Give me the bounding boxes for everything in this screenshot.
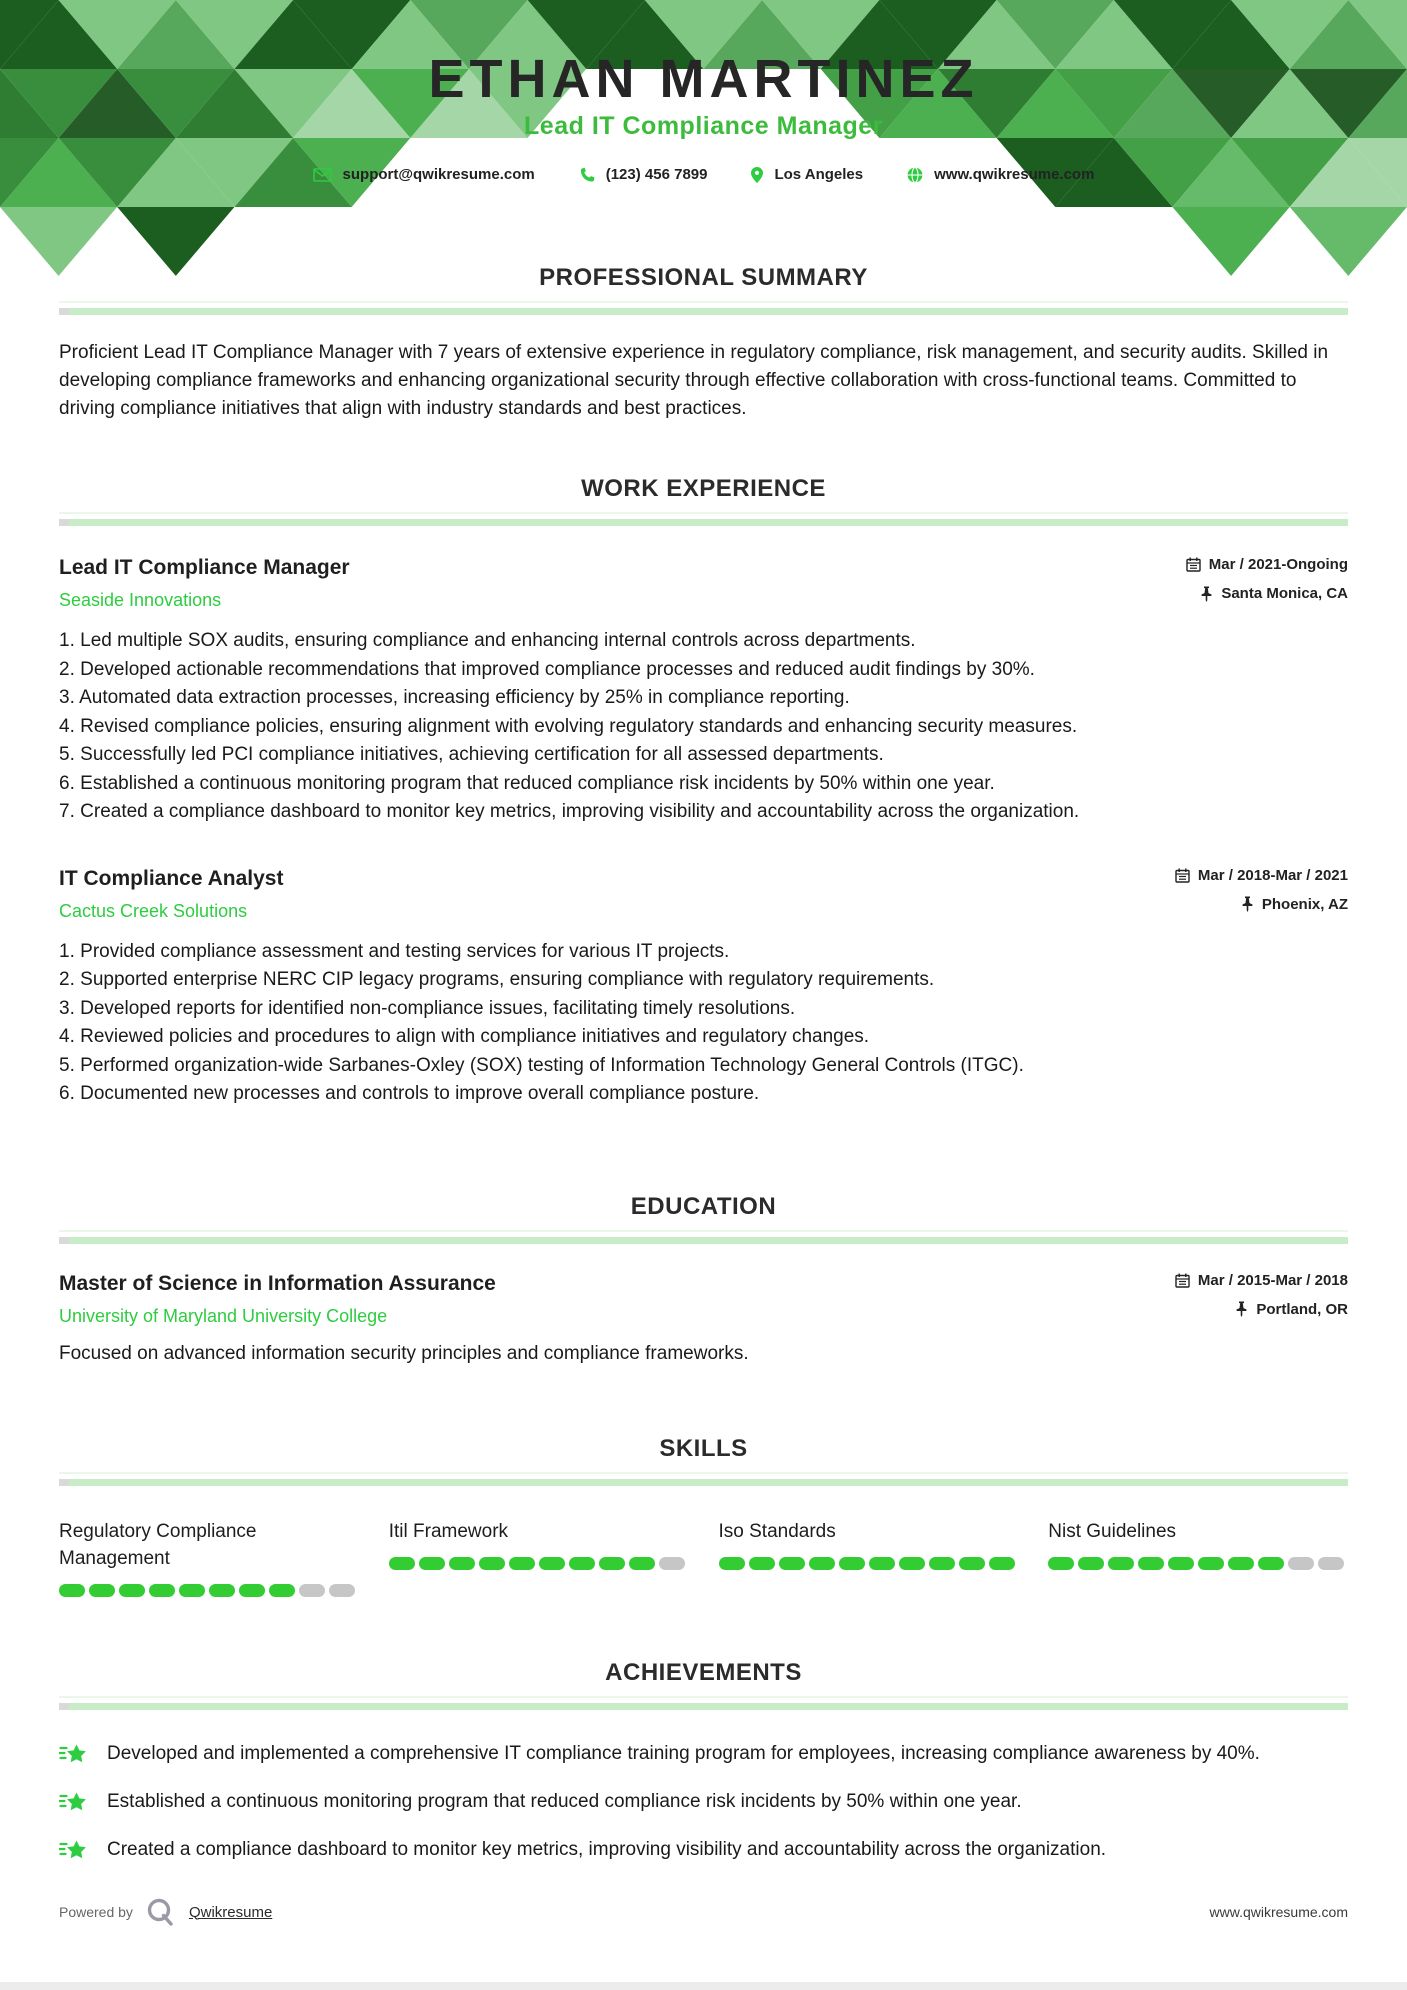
skill-segment [719,1557,745,1570]
skill-segment [1288,1557,1314,1570]
section-heading-achievements: ACHIEVEMENTS [605,1658,802,1686]
skill-segment [809,1557,835,1570]
contact-email[interactable] [313,166,535,183]
qwikresume-link[interactable]: Qwikresume [188,1903,273,1921]
degree-title: Master of Science in Information Assurance [59,1271,496,1295]
skill-segment [419,1557,445,1570]
job-bullet: Performed organization-wide Sarbanes-Oxley (SOX) testing of Information Technology General Controls (ITGC). [80,1054,1024,1076]
skill-segment [1198,1557,1224,1570]
skill-segment [449,1557,475,1570]
contact-row [0,166,1407,183]
achievement-text: Developed and implemented a comprehensive IT compliance training program for employees, increasing compliance awareness by 40%. [107,1742,1260,1764]
job-bullet: Automated data extraction processes, increasing efficiency by 25% in compliance reporting. [79,687,850,708]
skill-segment [749,1557,775,1570]
job-location [1186,585,1348,602]
job-bullet: Led multiple SOX audits, ensuring compliance and enhancing internal controls across departments. [80,630,916,651]
skill-segment [989,1557,1015,1570]
education-location [1175,1301,1348,1318]
skill-segment [1048,1557,1074,1570]
skill-item [719,1518,1019,1597]
job-bullet-list [59,938,1348,1109]
job-title: IT Compliance Analyst [59,866,284,890]
skill-segment [1168,1557,1194,1570]
skill-segment [1318,1557,1344,1570]
achievement-star-icon [59,1742,87,1768]
skill-segment [629,1557,655,1570]
job-entry [59,867,1348,1109]
pushpin-icon [1235,1301,1248,1317]
skill-segment [1108,1557,1134,1570]
skill-name: Regulatory Compliance Management [59,1520,257,1569]
calendar-icon [1175,868,1190,883]
resume-body [0,264,1407,1864]
skill-segment [899,1557,925,1570]
skill-segment [239,1584,265,1597]
skill-segment [89,1584,115,1597]
job-bullet: Developed reports for identified non-compliance issues, facilitating timely resolutions. [80,997,796,1019]
pushpin-icon [1200,586,1213,602]
person-job-title: Lead IT Compliance Manager [524,112,883,140]
skill-segment [599,1557,625,1570]
skills-grid [59,1518,1348,1597]
job-bullet: Established a continuous monitoring program that reduced compliance risk incidents by 50% within one year. [80,772,995,794]
skill-segment [779,1557,805,1570]
achievement-text: Established a continuous monitoring program that reduced compliance risk incidents by 50% within one year. [107,1790,1022,1812]
skill-segment [959,1557,985,1570]
skill-name: Nist Guidelines [1048,1520,1177,1542]
achievement-star-icon [59,1790,87,1816]
skill-segment [569,1557,595,1570]
skill-level-bar [1048,1557,1348,1570]
contact-location-text: Los Angeles [774,166,864,183]
education-location-text: Portland, OR [1256,1300,1348,1318]
skill-segment [59,1584,85,1597]
skill-segment [1258,1557,1284,1570]
skill-segment [1078,1557,1104,1570]
skill-segment [269,1584,295,1597]
skill-segment [929,1557,955,1570]
school-name: University of Maryland University College [59,1305,388,1326]
section-heading-skills: SKILLS [659,1434,748,1462]
contact-phone-text: (123) 456 7899 [605,166,708,183]
section-divider [59,301,1348,315]
job-bullet: Revised compliance policies, ensuring alignment with evolving regulatory standards and enhancing security measures. [80,715,1078,737]
achievement-item [59,1788,1348,1816]
education-dates [1175,1272,1348,1289]
pushpin-icon [1241,896,1254,912]
skill-segment [1228,1557,1254,1570]
phone-icon [579,167,595,183]
achievement-item [59,1836,1348,1864]
skill-item [59,1518,359,1597]
skill-segment [479,1557,505,1570]
achievements-list [59,1740,1348,1864]
job-location-text: Santa Monica, CA [1221,585,1348,602]
section-divider [59,1472,1348,1486]
education-dates-text: Mar / 2015-Mar / 2018 [1197,1271,1348,1289]
job-bullet: Successfully led PCI compliance initiatives, achieving certification for all assessed departments. [80,744,884,765]
job-dates-text: Mar / 2021-Ongoing [1208,556,1348,573]
job-bullet: Created a compliance dashboard to monitor key metrics, improving visibility and accountability across the organization. [80,801,1080,822]
job-bullet: Provided compliance assessment and testing services for various IT projects. [80,940,730,962]
job-entry [59,556,1348,827]
skill-segment [1138,1557,1164,1570]
skill-level-bar [389,1557,689,1570]
section-divider [59,1230,1348,1244]
qwikresume-logo-icon [145,1896,177,1928]
achievement-star-icon [59,1838,87,1864]
skill-name: Itil Framework [388,1520,509,1542]
section-divider [59,512,1348,526]
skill-level-bar [719,1557,1019,1570]
education-entry [59,1272,1348,1365]
header [0,0,1407,252]
section-divider [59,1696,1348,1710]
achievement-text: Created a compliance dashboard to monitor key metrics, improving visibility and accountability across the organization. [107,1838,1107,1860]
job-title: Lead IT Compliance Manager [59,556,350,579]
skill-segment [179,1584,205,1597]
contact-website-text: www.qwikresume.com [934,166,1095,183]
person-name: ETHAN MARTINEZ [428,49,979,109]
globe-icon [907,167,923,183]
job-company: Cactus Creek Solutions [59,900,248,921]
location-pin-icon [751,167,763,183]
skill-name: Iso Standards [718,1520,836,1542]
skill-item [1048,1518,1348,1597]
contact-website[interactable] [907,166,1094,183]
contact-email-text: support@qwikresume.com [342,166,535,183]
section-heading-experience: WORK EXPERIENCE [581,475,826,502]
skill-segment [149,1584,175,1597]
achievement-item [59,1740,1348,1768]
footer [59,1896,1348,1928]
skill-segment [329,1584,355,1597]
contact-location[interactable] [751,166,863,183]
skill-segment [659,1557,685,1570]
job-dates [1186,556,1348,573]
job-dates-text: Mar / 2018-Mar / 2021 [1197,866,1348,884]
job-dates [1175,867,1348,884]
skill-item [389,1518,689,1597]
job-bullet-list [59,627,1348,827]
skill-segment [509,1557,535,1570]
skill-segment [869,1557,895,1570]
skill-segment [119,1584,145,1597]
section-heading-education: EDUCATION [630,1192,777,1220]
job-bullet: Reviewed policies and procedures to align with compliance initiatives and regulatory changes. [80,1026,870,1047]
skill-level-bar [59,1584,359,1597]
footer-website-link[interactable]: www.qwikresume.com [1209,1904,1348,1920]
education-description: Focused on advanced information security principles and compliance frameworks. [59,1342,749,1364]
skill-segment [839,1557,865,1570]
skill-segment [389,1557,415,1570]
page-bottom-strip [0,1982,1407,1990]
skill-segment [299,1584,325,1597]
summary-paragraph: Proficient Lead IT Compliance Manager with 7 years of extensive experience in regulatory compliance, risk management, and security audits. Skilled in developing compliance frameworks and enhancing organizational security through effective collaboration with cross-functional teams. Committed to driving compliance initiatives that align with industry standards and best practices. [59,342,1329,419]
email-icon [313,168,332,182]
job-company: Seaside Innovations [59,590,222,610]
job-location-text: Phoenix, AZ [1261,895,1348,913]
skill-segment [539,1557,565,1570]
job-bullet: Supported enterprise NERC CIP legacy programs, ensuring compliance with regulatory requirements. [80,969,935,990]
section-heading-summary: PROFESSIONAL SUMMARY [539,264,868,291]
powered-by-label: Powered by [59,1904,133,1920]
skill-segment [209,1584,235,1597]
job-location [1175,896,1348,913]
job-bullet: Developed actionable recommendations that improved compliance processes and reduced audit findings by 30%. [80,658,1035,680]
job-bullet: Documented new processes and controls to improve overall compliance posture. [80,1083,760,1104]
contact-phone[interactable] [579,166,708,183]
calendar-icon [1186,557,1201,572]
calendar-icon [1175,1273,1190,1288]
